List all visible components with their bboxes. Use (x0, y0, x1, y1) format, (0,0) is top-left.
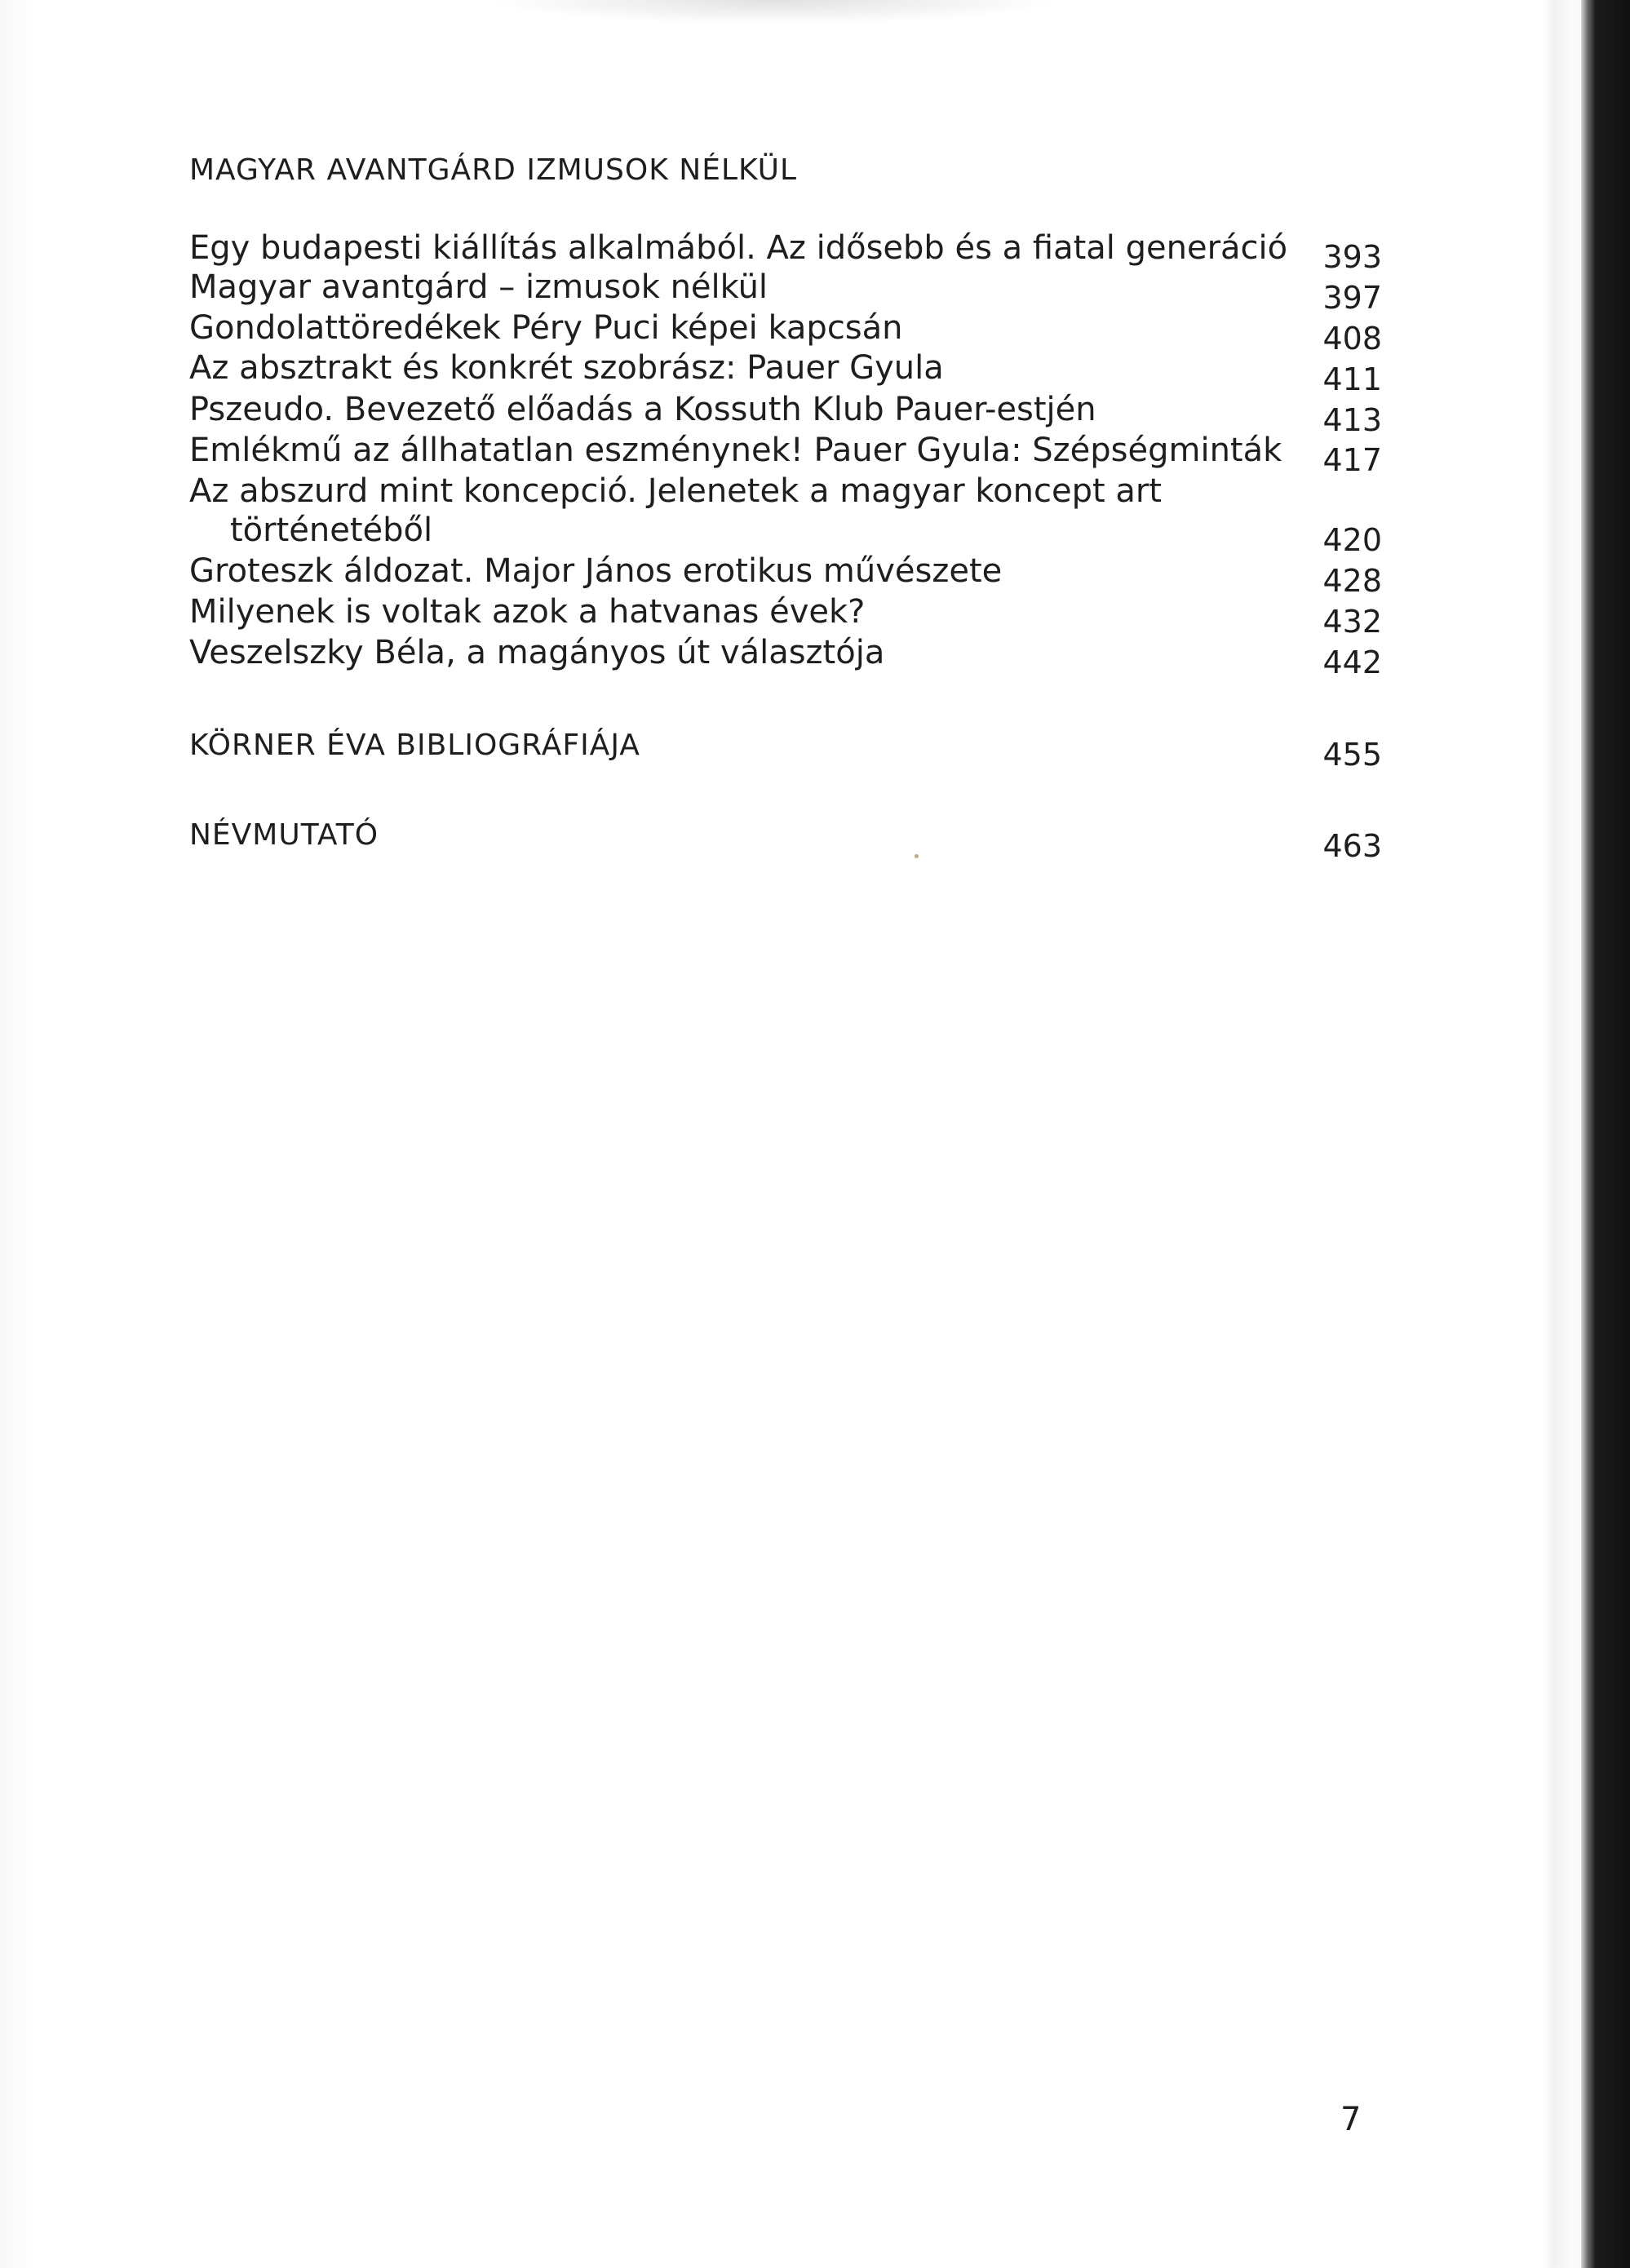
toc-entry-page: 417 (1322, 442, 1382, 478)
toc-entry-page: 397 (1322, 280, 1382, 316)
section-page: 463 (1322, 828, 1382, 864)
toc-entry-title: Az abszurd mint koncepció. Jelenetek a magyar koncept art (189, 472, 1162, 510)
toc-entry-page: 411 (1322, 361, 1382, 397)
toc-entry-title: Az absztrakt és konkrét szobrász: Pauer Gyula (189, 349, 944, 387)
toc-entry-title: Magyar avantgárd – izmusok nélkül (189, 268, 768, 306)
toc-entry-title: Emlékmű az állhatatlan eszménynek! Pauer Gyula: Szépségminták (189, 432, 1282, 469)
toc-entry-continuation: történetéből (230, 512, 433, 549)
toc-entry-title: Gondolattöredékek Péry Puci képei kapcsán (189, 309, 903, 347)
section-heading-index: NÉVMUTATÓ (189, 818, 379, 852)
toc-entry-page: 413 (1322, 402, 1382, 438)
section-heading-avantgarde: MAGYAR AVANTGÁRD IZMUSOK NÉLKÜL (189, 153, 798, 187)
toc-entry-page: 408 (1322, 321, 1382, 357)
toc-entry-title: Veszelszky Béla, a magányos út választója (189, 634, 885, 671)
toc-entry-title: Egy budapesti kiállítás alkalmából. Az idősebb és a fiatal generáció (189, 229, 1288, 267)
book-spine-edge (1581, 0, 1630, 2268)
toc-entry-page: 432 (1322, 604, 1382, 640)
section-heading-bibliography: KÖRNER ÉVA BIBLIOGRÁFIÁJA (189, 729, 640, 762)
paper-speck (915, 854, 919, 858)
scan-shadow (489, 0, 1061, 24)
toc-entry-title: Groteszk áldozat. Major János erotikus művészete (189, 552, 1003, 590)
toc-entry-title: Pszeudo. Bevezető előadás a Kossuth Klub Pauer-estjén (189, 391, 1096, 428)
toc-entry-page: 442 (1322, 645, 1382, 680)
page-number: 7 (1340, 2101, 1362, 2138)
section-page: 455 (1322, 737, 1382, 773)
toc-entry-page: 393 (1322, 239, 1382, 275)
toc-entry-title: Milyenek is voltak azok a hatvanas évek? (189, 593, 866, 631)
toc-entry-page: 420 (1322, 522, 1382, 558)
toc-entry-page: 428 (1322, 563, 1382, 599)
